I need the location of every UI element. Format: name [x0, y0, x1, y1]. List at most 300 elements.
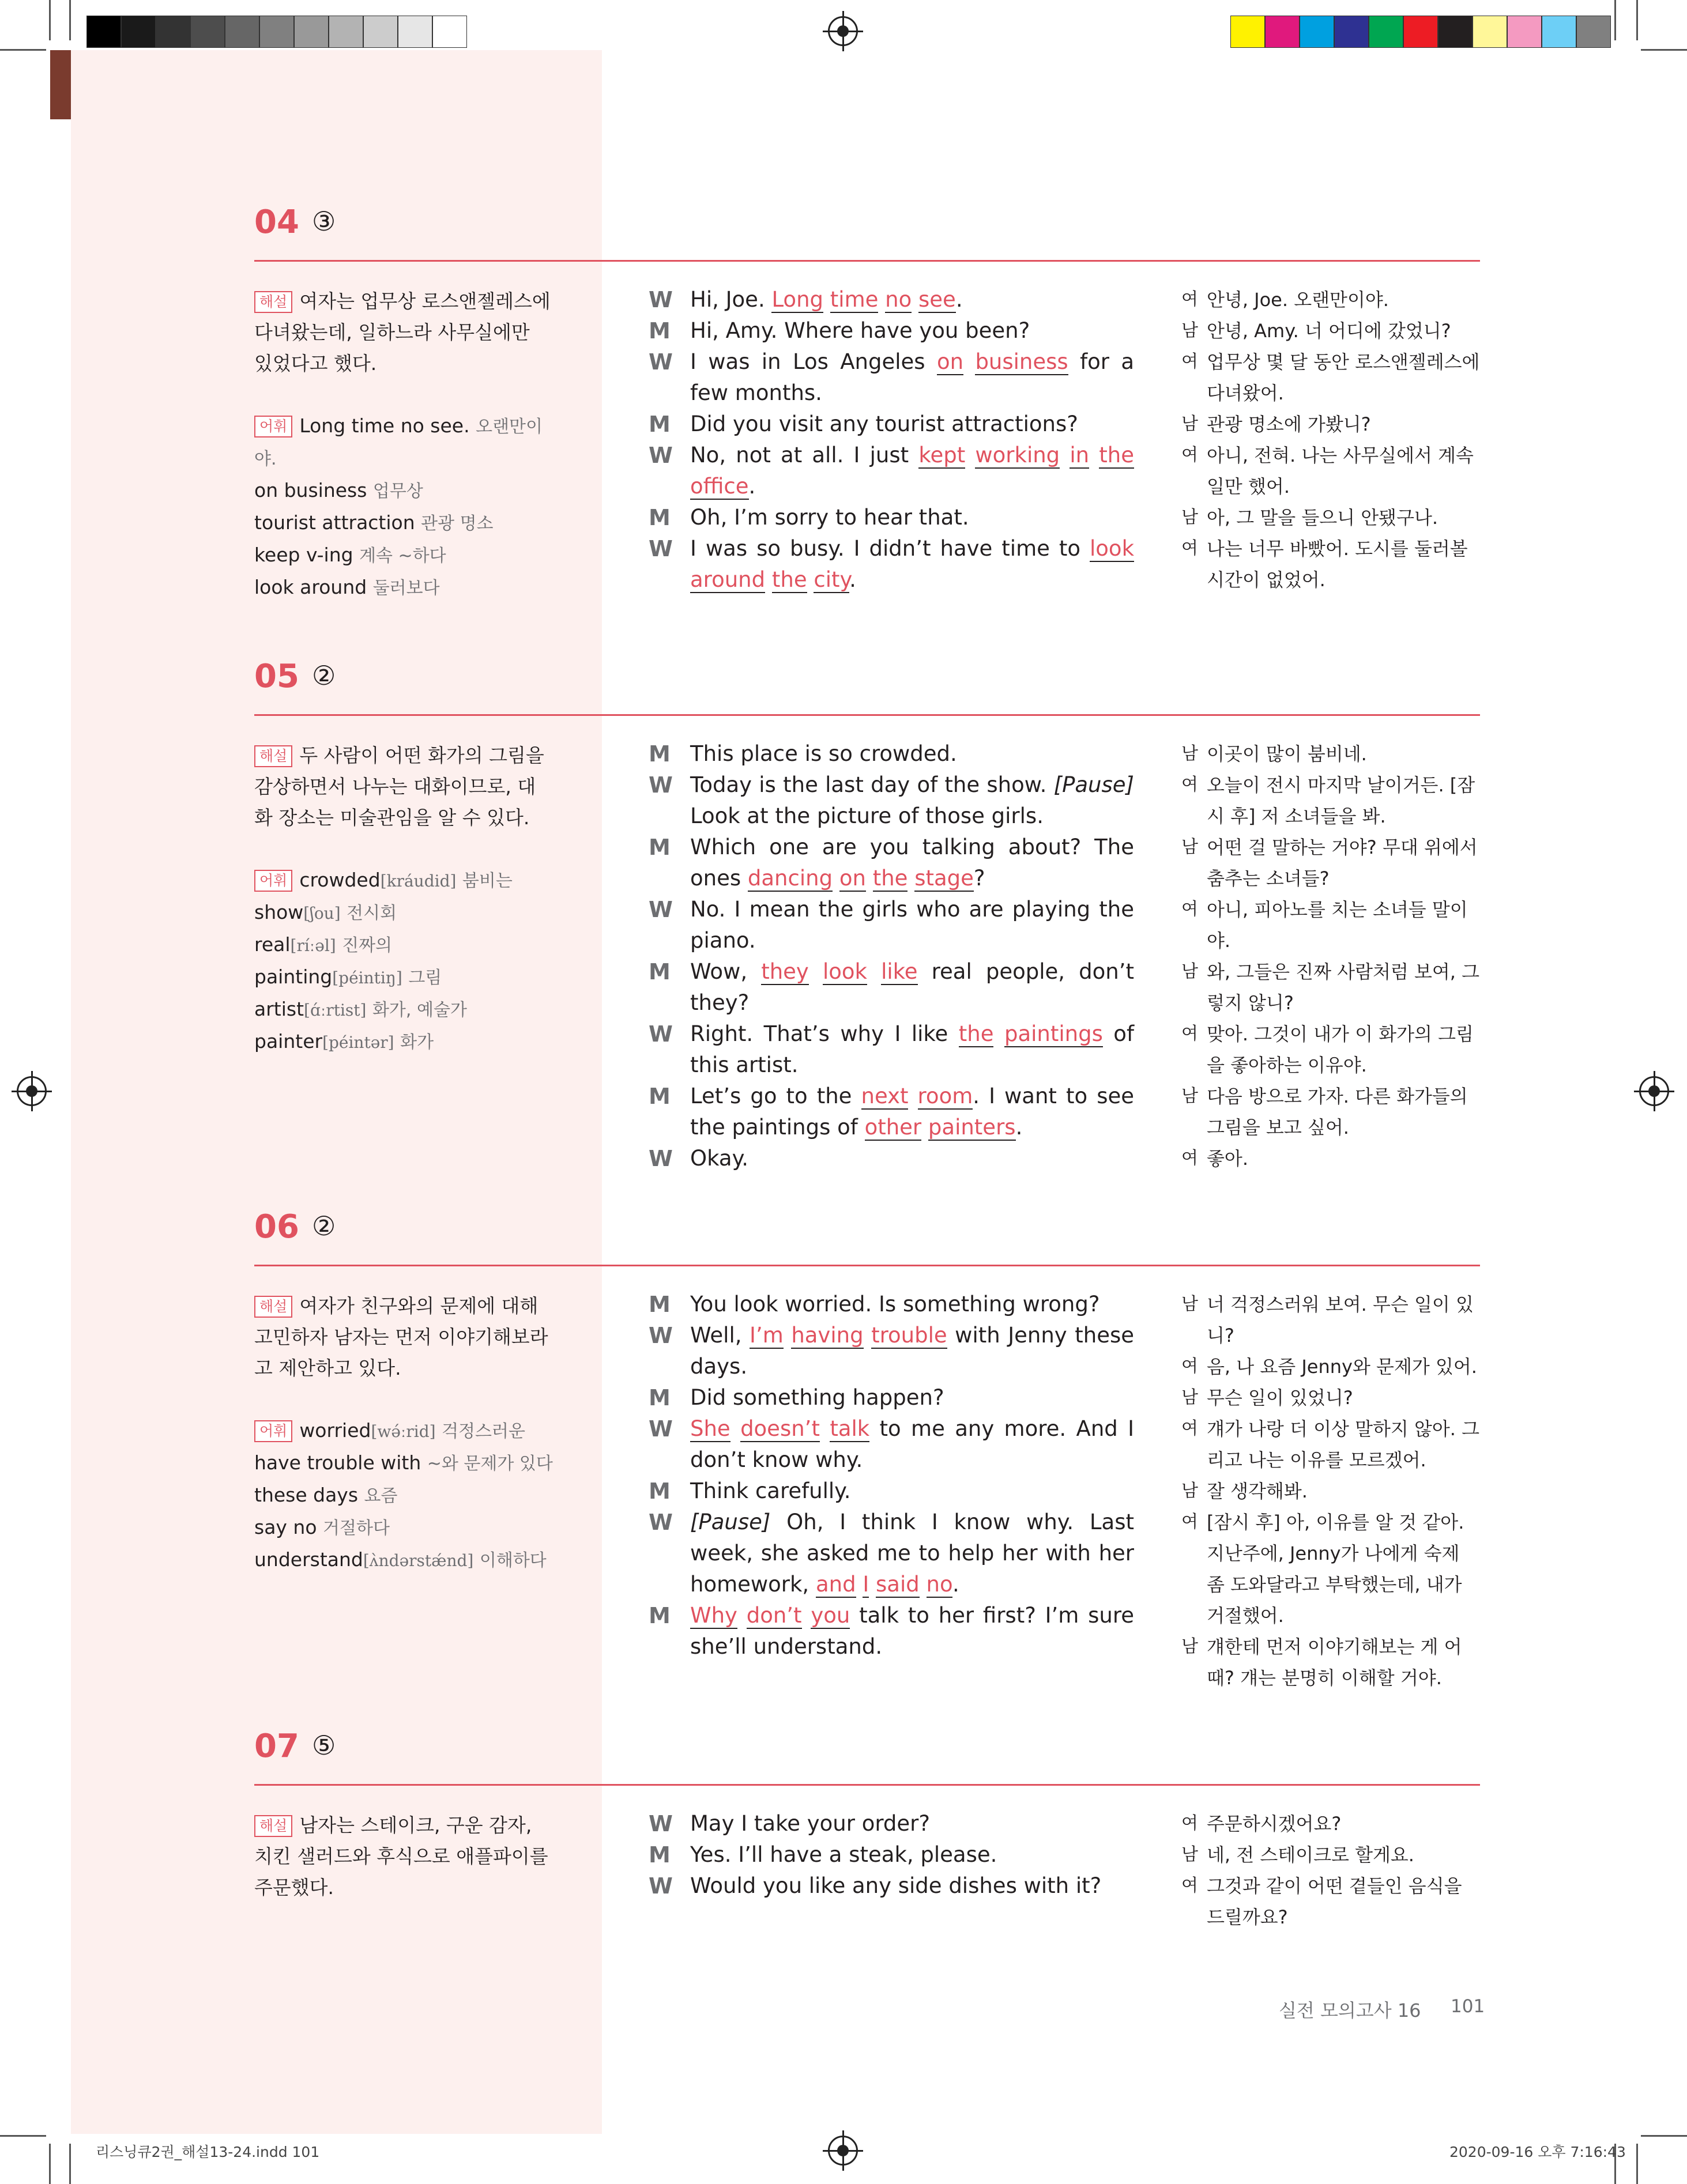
- explanation-text: 남자는 스테이크, 구운 감자, 치킨 샐러드와 후식으로 애플파이를 주문했다.: [254, 1814, 548, 1899]
- answer-blank: trouble: [871, 1323, 947, 1348]
- dialog-text: [1089, 443, 1099, 467]
- dialog-text: Hi, Amy. Where have you been?: [690, 318, 1030, 343]
- answer-choice: ②: [312, 660, 336, 691]
- dialog-text: .: [955, 287, 963, 312]
- translation-speaker: 남: [1181, 320, 1198, 341]
- speaker-label: W: [649, 349, 673, 375]
- answer-blank: Long: [771, 287, 824, 312]
- gray-swatch: [363, 16, 398, 48]
- translation-text: 주문하시겠어요?: [1207, 1813, 1342, 1835]
- dialog-line: [649, 1507, 1134, 1600]
- vocab-tag: 어휘: [254, 870, 292, 892]
- vocab-item: [254, 475, 554, 507]
- dialog-line: [649, 1600, 1134, 1662]
- dialog-text: [820, 1416, 830, 1441]
- section-header: [254, 658, 1480, 699]
- dialog-line: [649, 956, 1134, 1019]
- explanation-text: 두 사람이 어떤 화가의 그림을 감상하면서 나누는 대화이므로, 대화 장소는 미술관임을 알 수 있다.: [254, 744, 544, 829]
- explanation-tag: 해설: [254, 745, 292, 767]
- question-section: [254, 1727, 1480, 1928]
- dialog-text: Look at the picture of those girls.: [690, 804, 1044, 828]
- translation-speaker: 남: [1181, 837, 1198, 857]
- vocab-item: [254, 1480, 554, 1512]
- vocabulary-block: [254, 1415, 554, 1576]
- translation-line: [1181, 533, 1481, 595]
- dialog-text: .: [849, 567, 856, 592]
- dialog-text: [907, 866, 914, 891]
- dialog-text: Which one are you talking about? The ones: [690, 835, 1134, 891]
- translation-text: 걔가 나랑 더 이상 말하지 않아. 그리고 나는 이유를 모르겠어.: [1207, 1418, 1480, 1471]
- speaker-label: W: [649, 1873, 673, 1899]
- explanation-text: 여자가 친구와의 문제에 대해 고민하자 남자는 먼저 이야기해보라고 제안하고 있다.: [254, 1295, 548, 1379]
- answer-blank: they: [761, 959, 809, 984]
- speaker-label: W: [649, 1811, 673, 1836]
- footer-page-number: 101: [1451, 1996, 1485, 2017]
- translation-text: 너 걱정스러워 보여. 무슨 일이 있니?: [1207, 1293, 1474, 1346]
- answer-choice: ②: [312, 1210, 336, 1242]
- color-swatch: [1576, 16, 1611, 48]
- vocab-item: [254, 865, 554, 897]
- registration-mark: [828, 2136, 858, 2166]
- gray-swatch: [294, 16, 329, 48]
- translation-speaker: 남: [1181, 507, 1198, 527]
- translation-text: 업무상 몇 달 동안 로스앤젤레스에 다녀왔어.: [1207, 351, 1480, 404]
- dialog-text: [993, 1021, 1004, 1046]
- translation-text: 아니, 전혀. 나는 사무실에서 계속 일만 했어.: [1207, 444, 1474, 497]
- explanation-column: [254, 740, 554, 1058]
- vocab-item: [254, 540, 554, 572]
- dialog-line: [649, 894, 1134, 956]
- answer-blank: the: [771, 567, 807, 592]
- translation-text: 안녕, Joe. 오랜만이야.: [1207, 289, 1389, 311]
- dialog-text: Wow,: [690, 959, 762, 984]
- dialog-text: [809, 959, 823, 984]
- answer-blank: around: [690, 567, 766, 592]
- answer-blank: in: [1070, 443, 1090, 467]
- vocab-item: [254, 1447, 554, 1480]
- dialog-text: Well,: [690, 1323, 750, 1348]
- dialog-text: [802, 1603, 811, 1628]
- vocab-item: [254, 1512, 554, 1544]
- dialog-text: Hi, Joe.: [690, 287, 772, 312]
- translation-column: [1181, 284, 1481, 595]
- translation-speaker: 여: [1181, 289, 1198, 310]
- dialog-text: ?: [973, 866, 985, 891]
- dialog-line: [649, 1320, 1134, 1382]
- dialog-text: [912, 287, 918, 312]
- translation-speaker: 여: [1181, 445, 1198, 465]
- dialog-text: to me any more. And I don’t know why.: [690, 1416, 1135, 1472]
- translation-speaker: 남: [1181, 1844, 1198, 1865]
- dialog-text: [856, 1572, 863, 1597]
- gray-swatch: [432, 16, 467, 48]
- vocab-pronunciation: [wə́ːrid]: [371, 1422, 436, 1441]
- vocab-pronunciation: [kráudid]: [380, 872, 457, 891]
- answer-blank: business: [975, 349, 1068, 374]
- dialog-text: [869, 1572, 876, 1597]
- speaker-label: M: [649, 1385, 671, 1410]
- answer-blank: city: [814, 567, 850, 592]
- vocab-item: [254, 507, 554, 540]
- dialog-text: Would you like any side dishes with it?: [690, 1873, 1102, 1898]
- speaker-label: M: [649, 505, 671, 530]
- dialog-text: This place is so crowded.: [690, 741, 957, 766]
- answer-blank: no: [885, 287, 912, 312]
- dialog-text: Oh, I’m sorry to hear that.: [690, 505, 969, 530]
- answer-blank: see: [918, 287, 956, 312]
- explanation-tag: 해설: [254, 291, 292, 313]
- dialog-line: [649, 1839, 1134, 1870]
- dialog-line: [649, 502, 1134, 533]
- question-section: [254, 658, 1480, 1171]
- dialog-line: [649, 1870, 1134, 1902]
- explanation-tag: 해설: [254, 1815, 292, 1837]
- dialog-text: . I want to see the paintings of: [690, 1084, 1134, 1140]
- translation-text: [잠시 후] 아, 이유를 알 것 같아. 지난주에, Jenny가 나에게 숙제 좀 도와달라고 부탁했는데, 내가 거절했어.: [1207, 1511, 1464, 1627]
- translation-speaker: 남: [1181, 1387, 1198, 1408]
- translation-text: 그것과 같이 어떤 곁들인 음식을 드릴까요?: [1207, 1875, 1462, 1928]
- speaker-label: W: [649, 897, 673, 922]
- translation-text: 맞아. 그것이 내가 이 화가의 그림을 좋아하는 이유야.: [1207, 1023, 1474, 1076]
- vocab-meaning: 업무상: [372, 481, 423, 501]
- translation-text: 나는 너무 바빴어. 도시를 둘러볼 시간이 없었어.: [1207, 538, 1468, 591]
- translation-line: [1181, 1631, 1481, 1693]
- dialog-line: [649, 770, 1134, 832]
- answer-choice: ③: [312, 206, 336, 237]
- crop-mark: [49, 0, 51, 40]
- dialog-line: [649, 440, 1134, 502]
- translation-text: 좋아.: [1207, 1148, 1248, 1170]
- dialog-text: for a few months.: [690, 349, 1135, 405]
- edge-tab: [50, 50, 71, 119]
- vocab-meaning: ~와 문제가 있다: [427, 1454, 553, 1474]
- dialog-text: Did something happen?: [690, 1385, 944, 1410]
- dialog-line: [649, 1081, 1134, 1143]
- vocab-item: [254, 929, 554, 961]
- crop-mark: [69, 0, 71, 40]
- speaker-label: M: [649, 741, 671, 767]
- section-rule: [254, 1784, 1480, 1786]
- dialog-text: [866, 866, 873, 891]
- translation-line: [1181, 770, 1481, 832]
- vocab-word: tourist attraction: [254, 511, 415, 534]
- vocab-word: painting: [254, 965, 333, 988]
- translation-speaker: 여: [1181, 1813, 1198, 1834]
- vocab-meaning: 계속 ~하다: [359, 546, 446, 566]
- speaker-label: M: [649, 318, 671, 344]
- section-rule: [254, 260, 1480, 262]
- explanation-column: [254, 1291, 554, 1576]
- vocab-meaning: 이해하다: [479, 1551, 547, 1571]
- answer-blank: don’t: [746, 1603, 802, 1628]
- gray-swatch: [190, 16, 225, 48]
- registration-mark: [828, 16, 858, 46]
- translation-speaker: 여: [1181, 352, 1198, 372]
- translation-speaker: 여: [1181, 1512, 1198, 1532]
- dialog-text: [823, 287, 830, 312]
- translation-line: [1181, 956, 1481, 1019]
- answer-blank: next: [861, 1084, 909, 1108]
- dialog-text: Today is the last day of the show.: [690, 772, 1054, 797]
- speaker-label: W: [649, 772, 673, 798]
- color-swatch: [1507, 16, 1542, 48]
- translation-line: [1181, 1081, 1481, 1143]
- vocabulary-block: [254, 865, 554, 1058]
- translation-speaker: 여: [1181, 1024, 1198, 1044]
- answer-blank: other: [864, 1115, 922, 1140]
- answer-blank: dancing: [747, 866, 833, 891]
- dialog-text: talk to her first? I’m sure she’ll understand.: [690, 1603, 1134, 1659]
- dialog-text: No, not at all. I just: [690, 443, 919, 467]
- gray-swatch: [398, 16, 432, 48]
- translation-line: [1181, 1289, 1481, 1351]
- translation-speaker: 남: [1181, 414, 1198, 434]
- dialog-text: Okay.: [690, 1146, 748, 1171]
- vocab-meaning: 화가: [400, 1032, 434, 1053]
- dialog-text: [864, 1323, 872, 1348]
- translation-line: [1181, 1839, 1481, 1870]
- dialog-text: [963, 349, 975, 374]
- answer-blank: on: [936, 349, 964, 374]
- translation-speaker: 여: [1181, 899, 1198, 919]
- dialog-text: [833, 866, 839, 891]
- translation-text: 걔한테 먼저 이야기해보는 게 어때? 걔는 분명히 이해할 거야.: [1207, 1636, 1462, 1689]
- answer-blank: room: [917, 1084, 973, 1108]
- color-swatch: [1300, 16, 1334, 48]
- vocab-pronunciation: [péintiŋ]: [332, 968, 402, 987]
- answer-blank: paintings: [1004, 1021, 1103, 1046]
- vocab-meaning: 거절하다: [323, 1518, 390, 1538]
- dialog-line: [649, 1143, 1134, 1174]
- answer-blank: and: [815, 1572, 856, 1597]
- answer-blank: kept: [918, 443, 966, 467]
- vocab-item: [254, 410, 554, 475]
- translation-speaker: 남: [1181, 961, 1198, 982]
- vocab-word: worried: [299, 1419, 371, 1442]
- crop-mark: [49, 2144, 51, 2184]
- explanation-paragraph: [254, 1810, 554, 1903]
- answer-blank: you: [811, 1603, 850, 1628]
- answer-blank: talk: [830, 1416, 870, 1441]
- translation-line: [1181, 894, 1481, 956]
- translation-speaker: 남: [1181, 1481, 1198, 1501]
- dialog-text: .: [748, 474, 756, 499]
- color-swatch: [1542, 16, 1576, 48]
- color-swatch: [1369, 16, 1403, 48]
- answer-blank: look: [822, 959, 867, 984]
- section-header: [254, 203, 1480, 245]
- translation-line: [1181, 1351, 1481, 1382]
- explanation-tag: 해설: [254, 1296, 292, 1318]
- answer-blank: having: [791, 1323, 864, 1348]
- speaker-label: M: [649, 959, 671, 985]
- vocab-item: [254, 572, 554, 604]
- explanation-paragraph: [254, 1291, 554, 1384]
- speaker-label: W: [649, 1323, 673, 1348]
- speaker-label: W: [649, 1416, 673, 1442]
- vocab-word: understand: [254, 1548, 363, 1571]
- vocab-meaning: 걱정스러운: [442, 1421, 525, 1442]
- translation-line: [1181, 315, 1481, 346]
- vocab-word: say no: [254, 1516, 317, 1538]
- explanation-text: 여자는 업무상 로스앤젤레스에 다녀왔는데, 일하느라 사무실에만 있었다고 했다.: [254, 290, 551, 375]
- stage-direction: [Pause]: [1053, 772, 1134, 797]
- color-swatch: [1334, 16, 1369, 48]
- translation-line: [1181, 1476, 1481, 1507]
- vocab-word: artist: [254, 998, 304, 1020]
- dialog-text: Think carefully.: [690, 1478, 851, 1503]
- vocab-pronunciation: [péintər]: [322, 1033, 394, 1052]
- crop-mark: [69, 2144, 71, 2184]
- translation-line: [1181, 409, 1481, 440]
- vocab-word: these days: [254, 1484, 359, 1506]
- dialog-text: Oh, I think I know why. Last week, she asked me to help her with her homework,: [690, 1510, 1134, 1597]
- translation-text: 다음 방으로 가자. 다른 화가들의 그림을 보고 싶어.: [1207, 1085, 1468, 1138]
- dialog-text: [730, 1416, 740, 1441]
- dialog-text: [737, 1603, 747, 1628]
- speaker-label: M: [649, 412, 671, 437]
- vocab-word: look around: [254, 576, 367, 598]
- dialog-text: [920, 1572, 927, 1597]
- dialog-text: Right. That’s why I like: [690, 1021, 959, 1046]
- translation-speaker: 여: [1181, 538, 1198, 559]
- dialog-text: .: [952, 1572, 959, 1597]
- vocab-meaning: 오랜만이야.: [254, 417, 543, 469]
- translation-line: [1181, 1019, 1481, 1081]
- vocab-word: painter: [254, 1030, 323, 1053]
- vocab-item: [254, 897, 554, 929]
- explanation-paragraph: [254, 286, 554, 379]
- dialog-line: [649, 832, 1134, 894]
- dialog-text: with Jenny these days.: [690, 1323, 1134, 1379]
- dialog-text: May I take your order?: [690, 1811, 930, 1836]
- answer-blank: the: [1099, 443, 1135, 467]
- speaker-label: W: [649, 536, 673, 561]
- vocab-meaning: 둘러보다: [372, 578, 440, 598]
- dialog-text: [921, 1115, 928, 1140]
- crop-mark: [1641, 49, 1687, 51]
- crop-mark: [1636, 2144, 1638, 2184]
- translation-line: [1181, 1507, 1481, 1631]
- speaker-label: M: [649, 1478, 671, 1504]
- stage-direction: [Pause]: [690, 1510, 771, 1534]
- vocab-item: [254, 961, 554, 994]
- vocab-pronunciation: [ríːəl]: [290, 936, 336, 955]
- speaker-label: W: [649, 1510, 673, 1535]
- answer-blank: the: [872, 866, 908, 891]
- crop-mark: [1641, 2135, 1687, 2137]
- speaker-label: W: [649, 1021, 673, 1047]
- dialog-text: [867, 959, 881, 984]
- translation-text: 무슨 일이 있었니?: [1207, 1387, 1353, 1409]
- vocab-item: [254, 1544, 554, 1576]
- color-swatch: [1230, 16, 1265, 48]
- vocab-word: show: [254, 901, 304, 923]
- vocabulary-block: [254, 410, 554, 604]
- question-number: 05: [254, 658, 299, 695]
- gray-swatch: [121, 16, 156, 48]
- dialog-line: [649, 315, 1134, 346]
- dialog-line: [649, 1019, 1134, 1081]
- translation-speaker: 남: [1181, 1294, 1198, 1314]
- dialog-text: .: [1015, 1115, 1023, 1140]
- dialog-text: I was so busy. I didn’t have time to: [690, 536, 1090, 561]
- vocab-word: have trouble with: [254, 1451, 421, 1474]
- answer-blank: I: [863, 1572, 869, 1597]
- answer-blank: said: [876, 1572, 920, 1597]
- translation-line: [1181, 1870, 1481, 1933]
- vocab-word: on business: [254, 479, 367, 501]
- dialog-text: [765, 567, 772, 592]
- vocab-word: crowded: [299, 869, 381, 891]
- question-number: 07: [254, 1727, 299, 1765]
- translation-speaker: 여: [1181, 775, 1198, 795]
- dialog-text: [784, 1323, 792, 1348]
- dialog-line: [649, 738, 1134, 770]
- dialog-line: [649, 1476, 1134, 1507]
- answer-blank: painters: [928, 1115, 1016, 1140]
- translation-text: 어떤 걸 말하는 거야? 무대 위에서 춤추는 소녀들?: [1207, 836, 1478, 889]
- translation-text: 네, 전 스테이크로 할게요.: [1207, 1844, 1414, 1866]
- vocab-item: [254, 1415, 554, 1447]
- dialog-text: [807, 567, 814, 592]
- translation-column: [1181, 738, 1481, 1174]
- registration-mark: [17, 1076, 47, 1106]
- dialog-line: [649, 284, 1134, 315]
- section-header: [254, 1208, 1480, 1250]
- vocab-meaning: 진짜의: [342, 936, 393, 956]
- dialog-text: real people, don’t they?: [690, 959, 1134, 1015]
- dialog-line: [649, 1808, 1134, 1839]
- translation-line: [1181, 346, 1481, 409]
- explanation-paragraph: [254, 740, 554, 833]
- gray-swatch: [259, 16, 294, 48]
- answer-blank: stage: [914, 866, 974, 891]
- answer-blank: office: [690, 474, 749, 499]
- vocab-tag: 어휘: [254, 416, 292, 437]
- answer-blank: like: [881, 959, 918, 984]
- translation-speaker: 여: [1181, 1148, 1198, 1168]
- dialog-text: [965, 443, 975, 467]
- vocab-word: Long time no see.: [299, 414, 470, 437]
- speaker-label: M: [649, 1603, 671, 1628]
- translation-text: 와, 그들은 진짜 사람처럼 보여, 그렇지 않니?: [1207, 961, 1480, 1014]
- dialog-text: [1060, 443, 1070, 467]
- translation-line: [1181, 832, 1481, 894]
- vocab-tag: 어휘: [254, 1420, 292, 1442]
- color-swatch: [1473, 16, 1507, 48]
- footer-section-label: 실전 모의고사 16: [1279, 2000, 1421, 2021]
- question-number: 06: [254, 1208, 299, 1246]
- translation-column: [1181, 1808, 1481, 1933]
- translation-text: 아, 그 말을 들으니 안됐구나.: [1207, 507, 1439, 529]
- dialog-text: You look worried. Is something wrong?: [690, 1292, 1100, 1317]
- dialog-text: No. I mean the girls who are playing the piano.: [690, 897, 1134, 953]
- translation-line: [1181, 1808, 1481, 1839]
- vocab-word: keep v-ing: [254, 544, 353, 566]
- translation-line: [1181, 1143, 1481, 1174]
- answer-blank: I’m: [750, 1323, 784, 1348]
- dialog-line: [649, 1413, 1134, 1476]
- dialog-text: Yes. I’ll have a steak, please.: [690, 1842, 997, 1867]
- question-number: 04: [254, 203, 299, 241]
- speaker-label: M: [649, 1084, 671, 1109]
- speaker-label: M: [649, 1292, 671, 1317]
- gray-swatch: [156, 16, 190, 48]
- speaker-label: M: [649, 1842, 671, 1868]
- dialog-text: Did you visit any tourist attractions?: [690, 412, 1078, 436]
- answer-blank: Why: [690, 1603, 737, 1628]
